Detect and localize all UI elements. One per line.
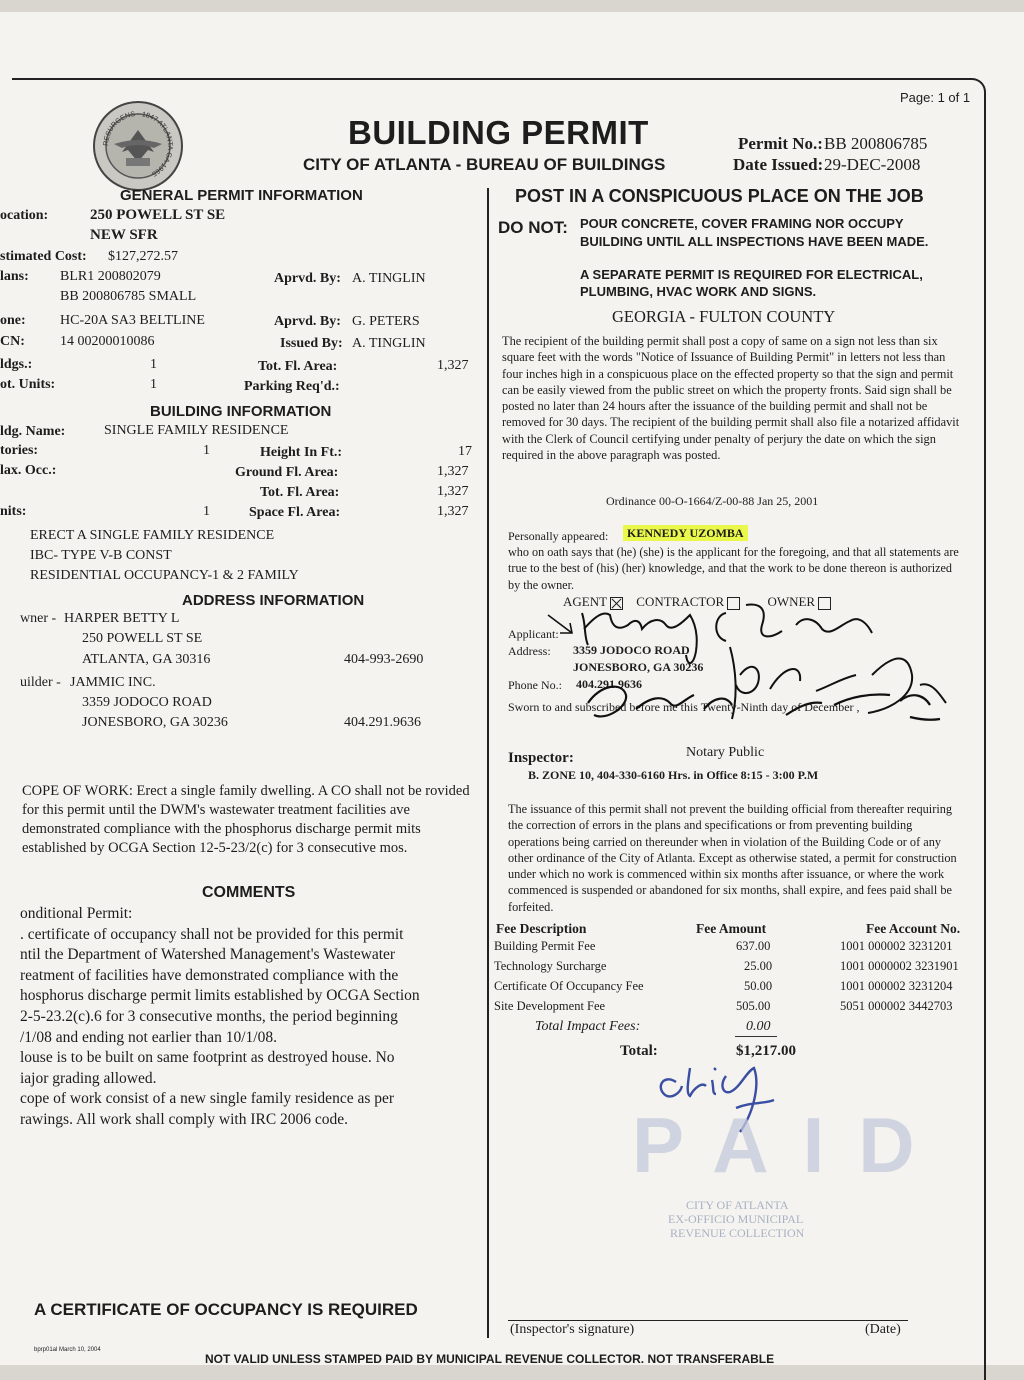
buildings-label: ldgs.: — [0, 357, 33, 372]
owner-name: HARPER BETTY L — [64, 611, 180, 626]
total-value: $1,217.00 — [736, 1043, 796, 1059]
column-divider — [487, 188, 489, 1338]
fee-description: Certificate Of Occupancy Fee — [494, 979, 644, 993]
scope-of-work: COPE OF WORK: Erect a single family dwelling. A CO shall not be rovided for this permit until the DWM's wastewater treatment facilities ave demonstrated compliance with the phosphorus discharge permit mits established by OCGA Section 12-5-23/2(c) for 3 consecutive mos. — [22, 783, 470, 856]
comment-line: /1/08 and ending not earlier than 10/1/08. — [20, 1028, 277, 1046]
fee-amount: 505.00 — [736, 999, 771, 1013]
builder-label: uilder - — [20, 675, 61, 690]
impact-fees-label: Total Impact Fees: — [535, 1019, 641, 1034]
county-label: GEORGIA - FULTON COUNTY — [612, 307, 836, 326]
comment-line: louse is to be built on same footprint as destroyed house. No — [20, 1049, 395, 1067]
total-floor-area-label: Tot. Fl. Area: — [258, 359, 338, 374]
stories-value: 1 — [203, 443, 210, 458]
page-subtitle: CITY OF ATLANTA - BUREAU OF BUILDINGS — [303, 155, 666, 174]
builder-street: 3359 JODOCO ROAD — [82, 695, 212, 710]
building-total-floor-value: 1,327 — [437, 484, 469, 499]
appeared-label: Personally appeared: — [508, 529, 609, 543]
separate-permit-2: PLUMBING, HVAC WORK AND SIGNS. — [580, 284, 817, 299]
date-issued-value: 29-DEC-2008 — [824, 155, 921, 174]
max-occupancy-label: lax. Occ.: — [0, 463, 57, 478]
permit-no-value: BB 200806785 — [824, 134, 928, 153]
stamp-line-1: CITY OF ATLANTA — [686, 1198, 789, 1212]
comment-line: onditional Permit: — [20, 905, 133, 922]
total-floor-area-value: 1,327 — [437, 358, 469, 373]
sworn-statement: Sworn to and subscribed before me this Twenty-Ninth day of December , — [508, 700, 860, 714]
builder-city: JONESBORO, GA 30236 — [82, 715, 228, 730]
stories-label: tories: — [0, 443, 39, 458]
owner-street: 250 POWELL ST SE — [82, 631, 203, 646]
comment-line: iajor grading allowed. — [20, 1069, 157, 1087]
location-line-2: NEW SFR — [90, 227, 158, 243]
location-line-1: 250 POWELL ST SE — [90, 207, 226, 223]
owner-phone: 404-993-2690 — [344, 652, 424, 667]
location-label: ocation: — [0, 208, 49, 223]
zone-value: HC-20A SA3 BELTLINE — [60, 313, 205, 328]
building-description-3: RESIDENTIAL OCCUPANCY-1 & 2 FAMILY — [30, 568, 299, 583]
fee-row — [492, 979, 982, 997]
fee-description: Building Permit Fee — [494, 939, 596, 953]
fee-amount: 637.00 — [736, 939, 771, 953]
building-name-value: SINGLE FAMILY RESIDENCE — [104, 423, 289, 438]
comments-heading: COMMENTS — [202, 884, 296, 901]
fee-amount-header: Fee Amount — [696, 921, 767, 936]
applicant-phone: 404.291.9636 — [576, 677, 642, 691]
address-label: Address: — [508, 644, 551, 658]
city-seal-icon — [92, 100, 184, 192]
address-heading: ADDRESS INFORMATION — [182, 592, 365, 609]
builder-name: JAMMIC INC. — [70, 675, 156, 690]
applicant-label: Applicant: — [508, 627, 559, 641]
not-valid-notice: NOT VALID UNLESS STAMPED PAID BY MUNICIPAL REVENUE COLLECTOR. NOT TRANSFERABLE — [205, 1352, 775, 1366]
signature-rule — [508, 1320, 908, 1321]
fee-description: Site Development Fee — [494, 999, 606, 1013]
comment-line: cope of work consist of a new single family residence as per — [20, 1090, 395, 1108]
comment-line: rawings. All work shall comply with IRC 2006 code. — [20, 1110, 349, 1128]
zone-label: one: — [0, 313, 26, 328]
inspector-info: B. ZONE 10, 404-330-6160 Hrs. in Office 8:15 - 3:00 P.M — [528, 768, 819, 782]
parking-label: Parking Req'd.: — [244, 379, 340, 394]
inspector-label: Inspector: — [508, 750, 574, 766]
fee-account: 1001 0000002 3231901 — [840, 959, 959, 973]
plans-line-1: BLR1 200802079 — [60, 269, 161, 284]
fee-row — [492, 999, 982, 1017]
fee-description-header: Fee Description — [496, 921, 587, 936]
notary-public: Notary Public — [686, 745, 765, 760]
fee-account: 1001 000002 3231204 — [840, 979, 953, 993]
total-units-value: 1 — [150, 377, 157, 392]
general-heading: GENERAL PERMIT INFORMATION — [120, 187, 363, 204]
inspector-signature-label: (Inspector's signature) — [510, 1322, 635, 1337]
fee-table-header — [492, 921, 982, 939]
issuance-statement: The issuance of this permit shall not prevent the building official from thereafter requiring the correction of errors in the plans and specifications or from preventing building operations being carried on thereunder when in violation of the Building Code or of any other ordinance of the City of Atlanta. Except as otherwise stated, a permit for construction under which no work is commenced within six months after issuance, or where the work commenced is suspended or abandoned for six months, shall expire, and fees paid shall be forfeited. — [508, 802, 957, 914]
do-not-label: DO NOT: — [498, 218, 568, 237]
space-floor-area-value: 1,327 — [437, 504, 469, 519]
applicant-address-2: JONESBORO, GA 30236 — [573, 660, 704, 674]
fee-amount: 50.00 — [744, 979, 773, 993]
fee-account: 5051 000002 3442703 — [840, 999, 953, 1013]
do-not-line-2: BUILDING UNTIL ALL INSPECTIONS HAVE BEEN MADE. — [580, 234, 929, 249]
fee-account-header: Fee Account No. — [866, 921, 961, 936]
pin-value: 14 00200010086 — [60, 334, 155, 349]
date-issued-label: Date Issued: — [733, 155, 824, 174]
fee-row — [492, 939, 982, 957]
total-rule — [735, 1036, 777, 1037]
stamp-line-2: EX-OFFICIO MUNICIPAL — [668, 1212, 804, 1226]
page-title: BUILDING PERMIT — [348, 114, 649, 151]
total-units-label: ot. Units: — [0, 377, 56, 392]
applicant-address-1: 3359 JODOCO ROAD — [573, 643, 690, 657]
building-name-label: ldg. Name: — [0, 424, 66, 439]
issued-by-value: A. TINGLIN — [352, 336, 426, 351]
seal-text: RESURGENS · 1847 ATLANTA GA 1965 — [102, 110, 174, 178]
comments-body — [20, 904, 490, 1131]
building-description-2: IBC- TYPE V-B CONST — [30, 548, 172, 563]
pin-label: CN: — [0, 334, 25, 349]
ordinance: Ordinance 00-O-1664/Z-00-88 Jan 25, 2001 — [606, 494, 819, 508]
fee-amount: 25.00 — [744, 959, 773, 973]
fee-description: Technology Surcharge — [494, 959, 607, 973]
building-total-floor-label: Tot. Fl. Area: — [260, 485, 340, 500]
building-description-1: ERECT A SINGLE FAMILY RESIDENCE — [30, 528, 275, 543]
building-heading: BUILDING INFORMATION — [150, 403, 332, 420]
total-label: Total: — [620, 1043, 658, 1059]
impact-fees-value: 0.00 — [746, 1019, 771, 1034]
phone-label: Phone No.: — [508, 678, 562, 692]
owner-label: wner - — [20, 611, 57, 626]
permit-no-label: Permit No.: — [738, 134, 823, 153]
comment-line: 2-5-23.2(c).6 for 3 consecutive months, the period beginning — [20, 1007, 398, 1025]
certificate-required: A CERTIFICATE OF OCCUPANCY IS REQUIRED — [34, 1300, 418, 1319]
oath-statement: who on oath says that (he) (she) is the applicant for the foregoing, and that all statements are true to the best of (his) (her) knowledge, and that the work to be done thereon is authorized by the owner. — [508, 545, 959, 592]
plans-line-2: BB 200806785 SMALL — [60, 289, 197, 304]
form-number: bprp01al March 10, 2004 — [34, 1347, 101, 1353]
owner-city: ATLANTA, GA 30316 — [82, 652, 211, 667]
units-label: nits: — [0, 504, 27, 519]
comment-line: ntil the Department of Watershed Management's Wastewater — [20, 946, 396, 964]
buildings-value: 1 — [150, 357, 157, 372]
owner-role-label: OWNER — [767, 594, 816, 609]
comment-line: . certificate of occupancy shall not be provided for this permit — [20, 925, 404, 943]
page-number: Page: 1 of 1 — [900, 90, 971, 105]
plans-label: lans: — [0, 269, 29, 284]
height-label: Height In Ft.: — [260, 445, 343, 460]
space-floor-area-label: Space Fl. Area: — [249, 505, 341, 520]
comment-line: reatment of facilities have demonstrated compliance with the — [20, 966, 399, 984]
fee-row — [492, 959, 982, 977]
builder-phone: 404.291.9636 — [344, 715, 421, 730]
fee-account: 1001 000002 3231201 — [840, 939, 953, 953]
signatures-icon — [500, 585, 960, 765]
appeared-name: KENNEDY UZOMBA — [623, 525, 748, 541]
contractor-label: CONTRACTOR — [636, 594, 725, 609]
comment-line: hosphorus discharge permit limits established by OCGA Section — [20, 987, 420, 1005]
units-value: 1 — [203, 504, 210, 519]
approved-by-value-1: A. TINGLIN — [352, 271, 426, 286]
approved-by-label-2: Aprvd. By: — [274, 314, 341, 329]
ground-floor-area-label: Ground Fl. Area: — [235, 465, 339, 480]
appeared-name-highlight — [623, 526, 748, 541]
stamp-line-3: REVENUE COLLECTION — [670, 1226, 805, 1240]
ground-floor-area-value: 1,327 — [437, 464, 469, 479]
estimated-cost-label: stimated Cost: — [0, 249, 87, 264]
posting-requirement: The recipient of the building permit shall post a copy of same on a sign not less than six square feet with the words "Notice of Issuance of Building Permit" in letters not less than four inches high in a conspicuous place on the effected property so that the sign and permit can be easily viewed from the public street on which the property fronts. Said sign shall be posted no later than 24 hours after the issuance of the building permit and shall not be removed for 30 days. The recipient of the building permit shall also file a notarized affidavit with the Clerk of Council certifying under penalty of perjury the date on which the sign required in the above paragraph was posted. — [502, 334, 960, 463]
do-not-line-1: POUR CONCRETE, COVER FRAMING NOR OCCUPY — [580, 216, 904, 231]
separate-permit-1: A SEPARATE PERMIT IS REQUIRED FOR ELECTRICAL, — [580, 267, 923, 282]
agent-label: AGENT — [563, 594, 608, 609]
post-heading: POST IN A CONSPICUOUS PLACE ON THE JOB — [515, 186, 924, 206]
issued-by-label: Issued By: — [280, 336, 343, 351]
date-label: (Date) — [865, 1322, 901, 1337]
estimated-cost-value: $127,272.57 — [108, 249, 178, 264]
height-value: 17 — [458, 444, 472, 459]
approved-by-label-1: Aprvd. By: — [274, 271, 341, 286]
approved-by-value-2: G. PETERS — [352, 314, 420, 329]
paid-stamp: PAID — [632, 1101, 949, 1189]
